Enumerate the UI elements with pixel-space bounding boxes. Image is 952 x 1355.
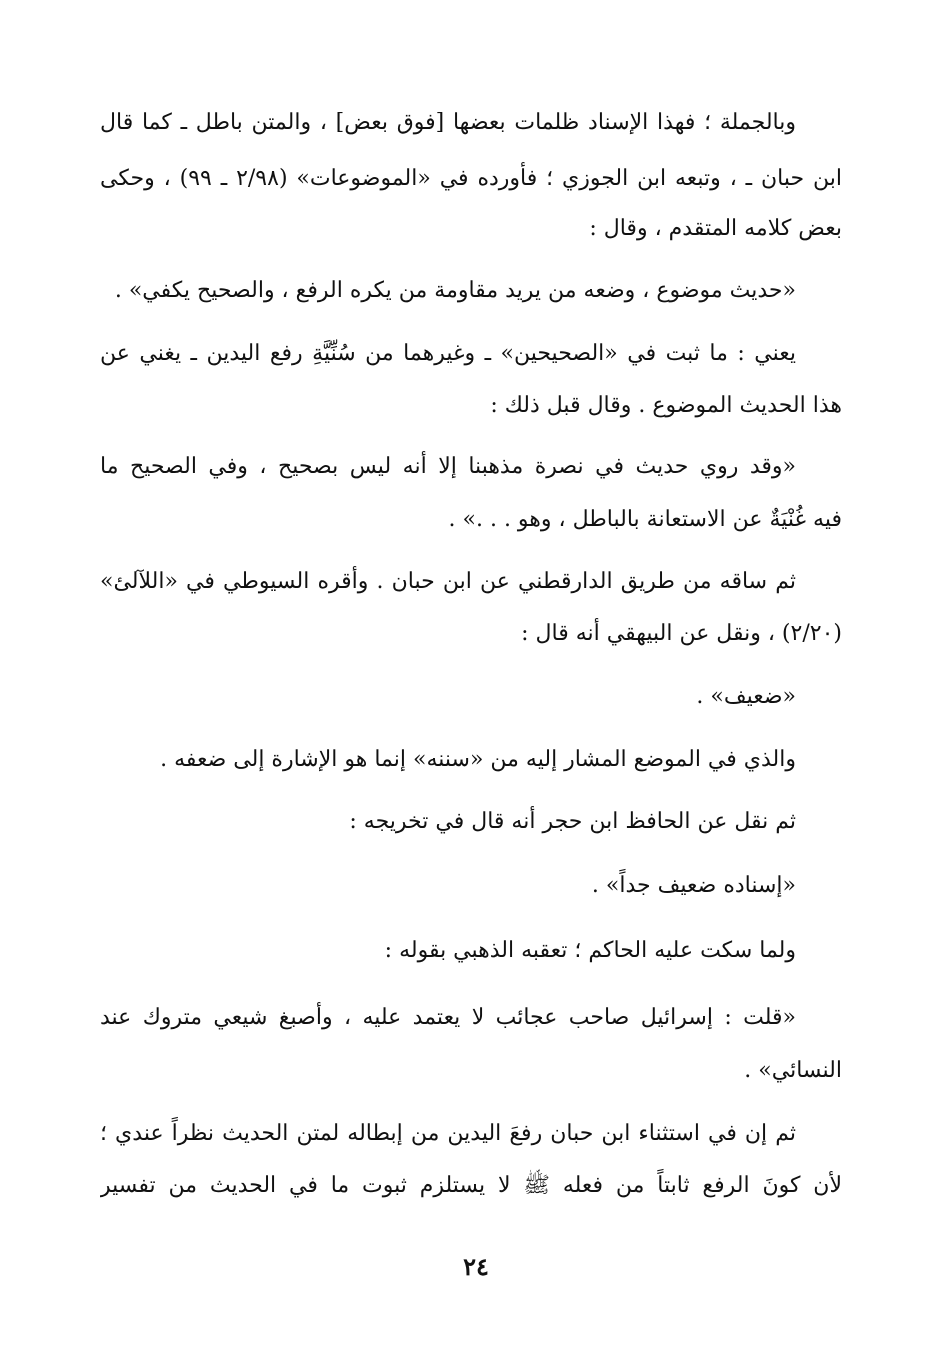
text-line-13: ثم نقل عن الحافظ ابن حجر أنه قال في تخريجه : xyxy=(349,809,796,834)
text-line-7: «وقد روي حديث في نصرة مذهبنا إلا أنه ليس بصحيح ، وفي الصحيح ما xyxy=(100,454,796,479)
text-line-17: النسائي» . xyxy=(744,1058,842,1083)
document-page xyxy=(100,0,842,1355)
text-line-5: يعني : ما ثبت في «الصحيحين» ـ وغيرهما من سُنِّيَّةِ رفع اليدين ـ يغني عن xyxy=(100,341,796,366)
text-line-4: «حديث موضوع ، وضعه من يريد مقاومة من يكره الرفع ، والصحيح يكفي» . xyxy=(114,278,796,303)
text-line-8: فيه غُنْيَةٌ عن الاستعانة بالباطل ، وهو . . .» . xyxy=(448,507,842,532)
text-line-9: ثم ساقه من طريق الدارقطني عن ابن حبان . وأقره السيوطي في «اللآلئ» xyxy=(100,569,796,594)
text-line-11: «ضعيف» . xyxy=(696,684,796,709)
text-line-2: ابن حبان ـ ، وتبعه ابن الجوزي ؛ فأورده في «الموضوعات» (٢/٩٨ ـ ٩٩) ، وحكى xyxy=(100,166,842,191)
text-line-18: ثم إن في استثناء ابن حبان رفعَ اليدين من إبطاله لمتن الحديث نظراً عندي ؛ xyxy=(100,1121,796,1146)
text-line-10: (٢/٢٠) ، ونقل عن البيهقي أنه قال : xyxy=(521,621,842,646)
text-line-15: ولما سكت عليه الحاكم ؛ تعقبه الذهبي بقوله : xyxy=(384,938,796,963)
text-line-3: بعض كلامه المتقدم ، وقال : xyxy=(589,216,842,241)
text-line-12: والذي في الموضع المشار إليه من «سننه» إنما هو الإشارة إلى ضعفه . xyxy=(160,747,796,772)
text-line-14: «إسناده ضعيف جداً» . xyxy=(591,873,796,898)
text-line-19: لأن كونَ الرفع ثابتاً من فعله ﷺ لا يستلزم ثبوت ما في الحديث من تفسير xyxy=(100,1173,842,1198)
text-line-1: وبالجملة ؛ فهذا الإسناد ظلمات بعضها [فوق بعض] ، والمتن باطل ـ كما قال xyxy=(100,110,796,135)
text-line-16: «قلت : إسرائيل صاحب عجائب لا يعتمد عليه ، وأصبغ شيعي متروك عند xyxy=(100,1005,796,1030)
text-line-6: هذا الحديث الموضوع . وقال قبل ذلك : xyxy=(490,393,842,418)
page-number: ٢٤ xyxy=(463,1252,489,1281)
